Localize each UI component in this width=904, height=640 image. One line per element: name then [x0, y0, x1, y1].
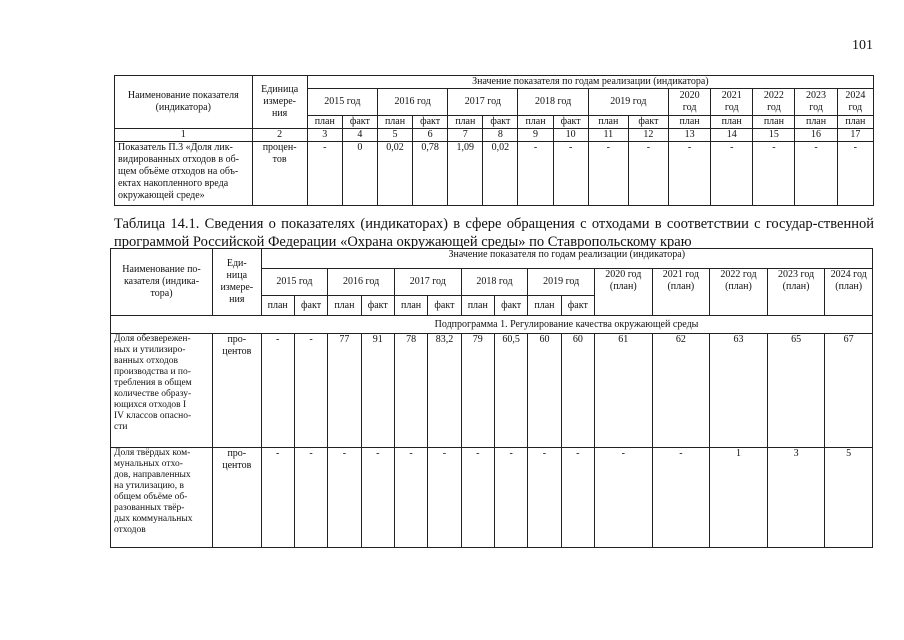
column-number: 3 [307, 129, 342, 142]
header-name: Наименование показателя (индикатора) [115, 76, 253, 129]
value-cell: 78 [394, 334, 427, 448]
value-cell: 0 [342, 142, 377, 206]
subprogram-title: Подпрограмма 1. Регулирование качества окружающей среды [261, 316, 872, 334]
value-cell: 60,5 [494, 334, 527, 448]
table-row [111, 448, 873, 548]
header-fact: факт [494, 296, 527, 316]
column-number: 10 [553, 129, 588, 142]
indicator-unit: про- центов [213, 334, 262, 448]
indicator-table-1 [114, 75, 874, 206]
header-year: 2017 год [448, 89, 518, 116]
table-row [111, 334, 873, 448]
header-plan: план [461, 296, 494, 316]
value-cell: - [494, 448, 527, 548]
value-cell: - [711, 142, 753, 206]
header-fact: факт [628, 116, 668, 129]
header-fact: факт [483, 116, 518, 129]
value-cell: 63 [710, 334, 768, 448]
column-number: 2 [252, 129, 307, 142]
value-cell: - [837, 142, 873, 206]
header-plan: план [448, 116, 483, 129]
header-year: 2015 год [261, 269, 328, 296]
value-cell: - [261, 334, 294, 448]
value-cell: - [594, 448, 652, 548]
column-number: 12 [628, 129, 668, 142]
value-cell: 62 [652, 334, 710, 448]
header-plan: план [328, 296, 361, 316]
header-year: 2021 год [711, 89, 753, 116]
header-plan: план [307, 116, 342, 129]
value-cell: - [528, 448, 561, 548]
value-cell: 0,02 [483, 142, 518, 206]
indicator-table-2 [110, 248, 873, 548]
indicator-unit: процен- тов [252, 142, 307, 206]
column-number: 13 [669, 129, 711, 142]
header-fact: факт [294, 296, 327, 316]
column-number: 7 [448, 129, 483, 142]
header-plan: план [795, 116, 837, 129]
value-cell: - [553, 142, 588, 206]
value-cell: - [294, 334, 327, 448]
header-plan: план [753, 116, 795, 129]
header-year: 2023 год [795, 89, 837, 116]
header-year: 2019 год [588, 89, 668, 116]
value-cell: - [795, 142, 837, 206]
column-number: 9 [518, 129, 553, 142]
header-fact: факт [342, 116, 377, 129]
value-cell: 1 [710, 448, 768, 548]
header-year: 2020 год (план) [594, 269, 652, 316]
value-cell: 61 [594, 334, 652, 448]
column-number: 4 [342, 129, 377, 142]
value-cell: 77 [328, 334, 361, 448]
value-cell: - [652, 448, 710, 548]
indicator-name: Показатель П.3 «Доля лик- видированных отходов в об- щем объёме отходов на объ- ектах накопленного вреда окружающей среде» [115, 142, 253, 206]
value-cell: 91 [361, 334, 394, 448]
value-cell: - [518, 142, 553, 206]
value-cell: - [428, 448, 461, 548]
header-fact: факт [361, 296, 394, 316]
header-year: 2024 год (план) [825, 269, 873, 316]
header-plan: план [394, 296, 427, 316]
column-number: 8 [483, 129, 518, 142]
indicator-unit: про- центов [213, 448, 262, 548]
value-cell: - [307, 142, 342, 206]
value-cell: - [394, 448, 427, 548]
value-cell: - [561, 448, 594, 548]
header-unit: Еди- ница измере- ния [213, 249, 262, 316]
header-year: 2024 год [837, 89, 873, 116]
value-cell: 1,09 [448, 142, 483, 206]
header-year: 2019 год [528, 269, 595, 296]
header-plan: план [528, 296, 561, 316]
header-year: 2018 год [461, 269, 528, 296]
header-year: 2020 год [669, 89, 711, 116]
value-cell: 60 [561, 334, 594, 448]
header-plan: план [261, 296, 294, 316]
header-year: 2017 год [394, 269, 461, 296]
value-cell: 65 [767, 334, 825, 448]
value-cell: 79 [461, 334, 494, 448]
header-year: 2016 год [377, 89, 447, 116]
value-cell: 3 [767, 448, 825, 548]
value-cell: 83,2 [428, 334, 461, 448]
spacer-cell [111, 316, 262, 334]
header-year: 2016 год [328, 269, 395, 296]
column-number: 15 [753, 129, 795, 142]
header-year: 2021 год (план) [652, 269, 710, 316]
header-plan: план [377, 116, 412, 129]
value-cell: 60 [528, 334, 561, 448]
column-number: 6 [413, 129, 448, 142]
column-number: 5 [377, 129, 412, 142]
header-year: 2022 год [753, 89, 795, 116]
value-cell: - [261, 448, 294, 548]
table-caption: Таблица 14.1. Сведения о показателях (индикаторах) в сфере обращения с отходами в соответствии с государ-ственной программой Российской Федерации «Охрана окружающей среды» по Ставропольскому краю [114, 216, 874, 250]
value-cell: - [669, 142, 711, 206]
header-values-group: Значение показателя по годам реализации (индикатора) [307, 76, 873, 89]
value-cell: 67 [825, 334, 873, 448]
header-year: 2015 год [307, 89, 377, 116]
header-fact: факт [413, 116, 448, 129]
value-cell: - [361, 448, 394, 548]
column-number: 16 [795, 129, 837, 142]
header-fact: факт [428, 296, 461, 316]
header-plan: план [837, 116, 873, 129]
value-cell: - [461, 448, 494, 548]
column-number: 1 [115, 129, 253, 142]
header-year: 2023 год (план) [767, 269, 825, 316]
header-year: 2018 год [518, 89, 588, 116]
table-row [115, 142, 874, 206]
column-number: 17 [837, 129, 873, 142]
header-fact: факт [561, 296, 594, 316]
value-cell: - [628, 142, 668, 206]
header-fact: факт [553, 116, 588, 129]
value-cell: 5 [825, 448, 873, 548]
value-cell: - [753, 142, 795, 206]
column-number: 11 [588, 129, 628, 142]
value-cell: 0,02 [377, 142, 412, 206]
value-cell: 0,78 [413, 142, 448, 206]
column-number: 14 [711, 129, 753, 142]
value-cell: - [588, 142, 628, 206]
indicator-name: Доля твёрдых ком- мунальных отхо- дов, направленных на утилизацию, в общем объёме об- разованных твёр- дых коммунальных отходов [111, 448, 213, 548]
header-values-group: Значение показателя по годам реализации (индикатора) [261, 249, 872, 269]
header-plan: план [518, 116, 553, 129]
value-cell: - [294, 448, 327, 548]
page-number: 101 [852, 38, 873, 53]
value-cell: - [328, 448, 361, 548]
header-unit: Единица измере- ния [252, 76, 307, 129]
header-plan: план [669, 116, 711, 129]
indicator-name: Доля обезвережен- ных и утилизиро- ванных отходов производства и по- требления в общем количестве образу- ющихся отходов I IV классов опасно- сти [111, 334, 213, 448]
header-plan: план [711, 116, 753, 129]
header-name: Наименование по- казателя (индика- тора) [111, 249, 213, 316]
header-year: 2022 год (план) [710, 269, 768, 316]
header-plan: план [588, 116, 628, 129]
